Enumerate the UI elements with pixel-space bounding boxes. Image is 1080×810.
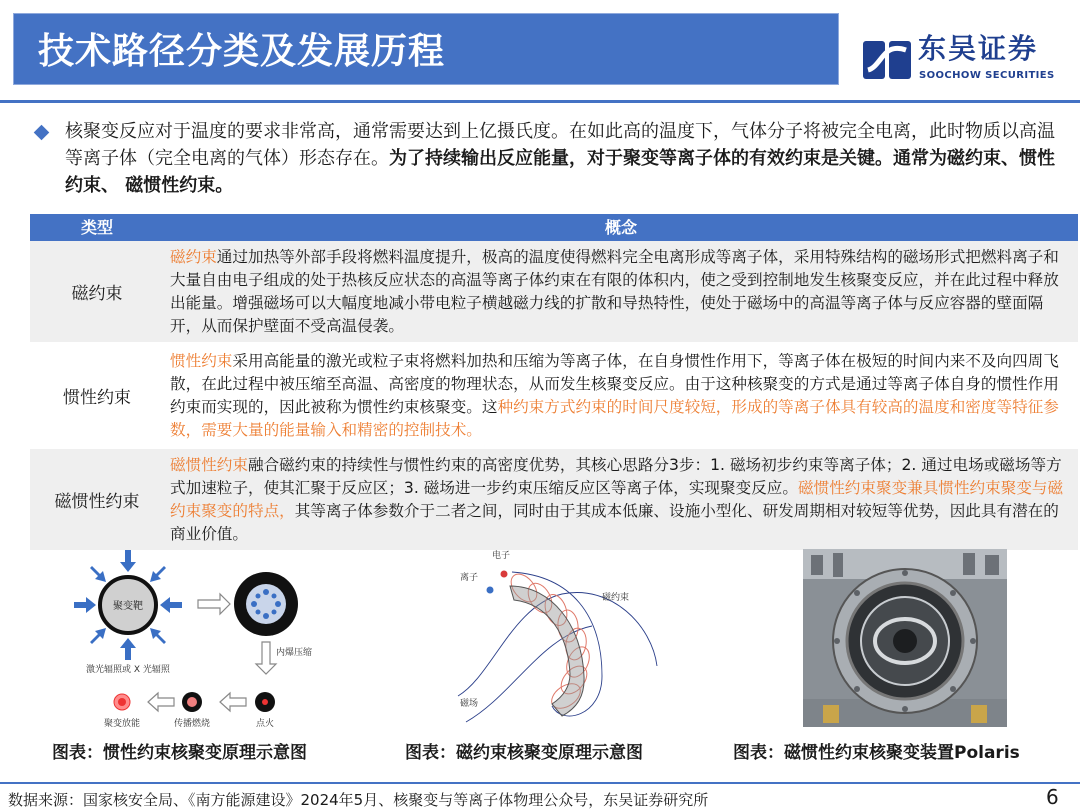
inertial-confinement-diagram xyxy=(70,548,330,730)
field-label: 磁场 xyxy=(460,699,479,709)
header-bar xyxy=(13,13,839,85)
polaris-device-photo xyxy=(803,549,1007,727)
stage-label-release: 聚变放能 xyxy=(103,719,141,729)
table-row-inertial xyxy=(30,345,1078,446)
soochow-logo-icon xyxy=(862,38,912,82)
row-body: 融合磁约束的持续性与惯性约束的高密度优势，其核心思路分3步：1. 磁场初步约束等离子体；2. 通过电场或磁场等方式加速粒子，使其汇聚于反应区；3. 磁场进一步约束压缩反应区等离子体，实现聚变反应。 xyxy=(170,456,1062,497)
page-title: 技术路径分类及发展历程 xyxy=(38,31,446,72)
electron-dot xyxy=(501,571,508,578)
header-concept: 概念 xyxy=(604,218,637,237)
intro-paragraph xyxy=(65,118,1055,199)
page-number: 6 xyxy=(1046,785,1059,809)
compress-label: 内爆压缩 xyxy=(276,648,313,658)
row-body-2: 其等离子体参数介于二者之间，同时由于其成本低廉、设施小型化、研发周期相对较短等优势，因此具有潜在的商业价值。 xyxy=(170,502,1059,543)
figure-caption-magnetic: 图表：磁约束核聚变原理示意图 xyxy=(405,743,643,763)
intro-normal-text: 核聚变反应对于温度的要求非常高，通常需要达到上亿摄氏度。在如此高的温度下，气体分子将被完全电离，此时物质以高温等离子体（完全电离的气体）形态存在。 xyxy=(65,121,1055,169)
figure-caption-inertial: 图表：惯性约束核聚变原理示意图 xyxy=(52,743,307,763)
arrow-right-icon xyxy=(198,594,230,614)
header-type: 类型 xyxy=(80,218,113,237)
confinement-table xyxy=(30,214,1078,550)
logo-chinese-name: 东吴证券 xyxy=(918,32,1039,65)
table-row-magneto-inertial xyxy=(30,449,1078,550)
highlight-mid: 磁惯性约束聚变兼具惯性约束聚变与磁约束聚变的特点， xyxy=(170,479,1064,520)
stage-label-ignition: 点火 xyxy=(255,719,275,729)
company-logo xyxy=(862,34,1062,84)
confinement-tube xyxy=(510,586,584,716)
figure-caption-polaris: 图表：磁惯性约束核聚变装置Polaris xyxy=(733,743,1020,763)
bullet-diamond-icon xyxy=(34,125,50,141)
row-text-magnetic xyxy=(168,241,1078,342)
arrow-left-icon xyxy=(220,693,246,711)
footer-divider xyxy=(0,782,1080,784)
intro-bold-text: 为了持续输出反应能量，对于聚变等离子体的有效约束是关键。通常为磁约束、惯性约束、 磁惯性约束。 xyxy=(65,148,1055,196)
highlight-tail: 种约束方式约束的时间尺度较短，形成的等离子体具有较高的温度和密度等特征参数，需要大量的能量输入和精密的控制技术。 xyxy=(170,398,1059,439)
electron-label: 电子 xyxy=(492,551,511,561)
data-source: 数据来源：国家核安全局、《南方能源建设》2024年5月、核聚变与等离子体物理公众号，东吴证券研究所 xyxy=(8,791,709,809)
confine-label: 磁约束 xyxy=(602,593,630,603)
ion-label: 离子 xyxy=(460,573,479,583)
stage-label-burn: 传播燃烧 xyxy=(173,719,211,729)
ion-dot xyxy=(487,587,494,594)
row-type-inertial: 惯性约束 xyxy=(63,388,131,408)
highlight-term: 磁约束 xyxy=(170,248,217,266)
row-type-magnetic: 磁约束 xyxy=(71,284,123,304)
row-text-inertial xyxy=(168,345,1078,446)
arrow-down-icon xyxy=(256,642,276,674)
row-body: 通过加热等外部手段将燃料温度提升，极高的温度使得燃料完全电离形成等离子体，采用特殊结构的磁场形式把燃料离子和大量自由电子组成的处于热核反应状态的高温等离子体约束在有限的体积内，使之受到控制地发生核聚变反应，并在此过程中释放出能量。增强磁场可以大幅度地减小带电粒子横越磁力线的扩散和导热特性，使处于磁场中的高温等离子体与反应容器的壁面隔开，从而保护壁面不受高温侵袭。 xyxy=(170,248,1059,335)
row-body: 采用高能量的激光或粒子束将燃料加热和压缩为等离子体，在自身惯性作用下，等离子体在极短的时间内来不及向四周飞散，在此过程中被压缩至高温、高密度的物理状态，从而发生核聚变反应。由于这种核聚变的方式是通过等离子体自身的惯性作用约束而实现的，因此被称为惯性约束核聚变。这 xyxy=(170,352,1059,416)
table-row-magnetic xyxy=(30,241,1078,342)
row-text-magneto-inertial xyxy=(168,449,1078,550)
header-divider xyxy=(0,100,1080,103)
highlight-term: 磁惯性约束 xyxy=(170,456,248,474)
logo-english-name: SOOCHOW SECURITIES xyxy=(919,70,1055,81)
magnetic-confinement-diagram xyxy=(452,546,672,732)
laser-label: 激光辐照或 X 光辐照 xyxy=(86,665,170,675)
arrow-left-icon xyxy=(148,693,174,711)
target-label: 聚变靶 xyxy=(113,601,143,612)
row-type-magneto-inertial: 磁惯性约束 xyxy=(54,492,140,512)
highlight-term: 惯性约束 xyxy=(170,352,233,370)
table-header xyxy=(30,214,1078,241)
